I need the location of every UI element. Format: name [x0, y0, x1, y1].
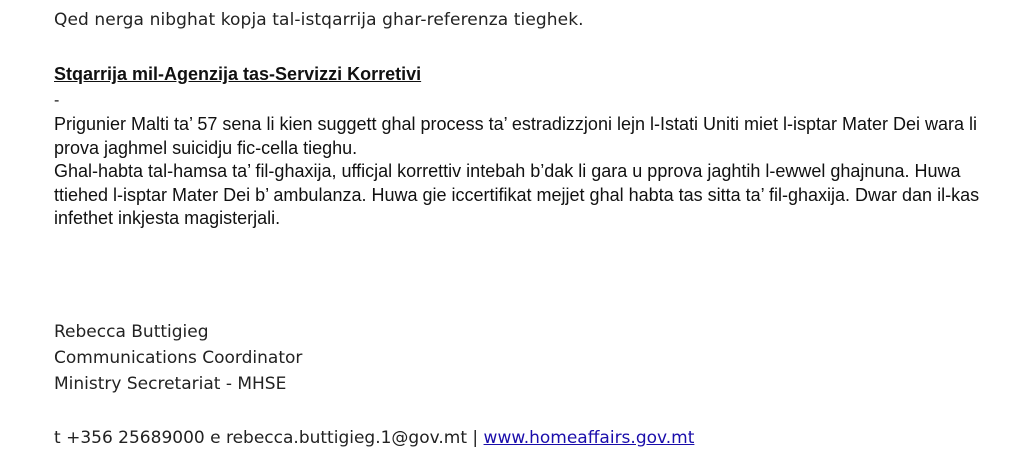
- statement-heading: Stqarrija mil-Agenzija tas-Servizzi Korretivi: [54, 64, 422, 84]
- intro-text: Qed nerga nibghat kopja tal-istqarrija ghar-referenza tieghek.: [54, 10, 584, 30]
- signature-department: Ministry Secretariat - MHSE: [54, 374, 287, 394]
- email-address: rebecca.buttigieg.1@gov.mt: [225, 428, 467, 448]
- statement-paragraph-1: Prigunier Malti ta’ 57 sena li kien suggett ghal process ta’ estradizzjoni lejn l-Istati Uniti miet l-isptar Mater Dei wara li prova jaghmel suicidju fic-cella tieghu.: [54, 114, 978, 158]
- signature-block: [54, 319, 302, 397]
- statement-dash: -: [54, 92, 60, 109]
- phone-label: t: [54, 428, 61, 448]
- contact-line: [54, 428, 694, 448]
- statement-paragraph-2: Ghal-habta tal-hamsa ta’ fil-ghaxija, ufficjal korrettiv intebah b’dak li gara u pprova jaghtih l-ewwel ghajnuna. Huwa ttiehed l-isptar Mater Dei b’ ambulanza. Huwa gie iccertifikat mejjet ghal habta tas sitta ta’ fil-ghaxija. Dwar dan il-kas infethet inkjesta magisterjali.: [54, 161, 980, 228]
- contact-separator: |: [472, 428, 479, 448]
- email-label: e: [210, 428, 221, 448]
- signature-title: Communications Coordinator: [54, 348, 303, 368]
- website-link[interactable]: www.homeaffairs.gov.mt: [483, 428, 695, 448]
- statement-body: [54, 113, 1004, 231]
- signature-name: Rebecca Buttigieg: [54, 322, 209, 342]
- phone-number: +356 25689000: [66, 428, 205, 448]
